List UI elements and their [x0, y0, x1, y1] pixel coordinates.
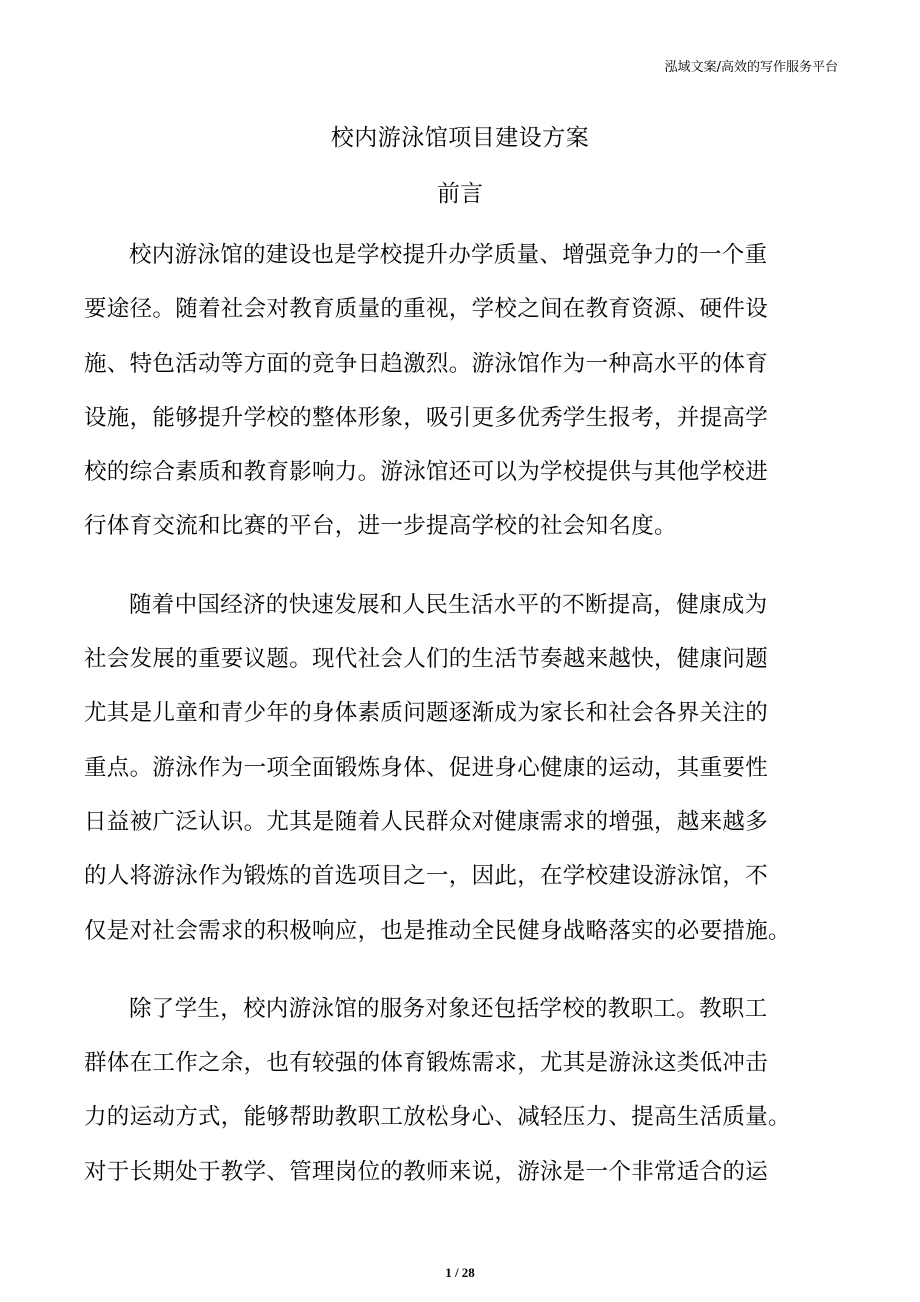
paragraph-line: 随着中国经济的快速发展和人民生活水平的不断提高，健康成为: [129, 591, 768, 618]
page-number: 1 / 28: [445, 1265, 475, 1280]
paragraph-line: 力的运动方式，能够帮助教职工放松身心、减轻压力、提高生活质量。: [84, 1104, 791, 1131]
section-title-preface: 前言: [437, 181, 483, 207]
paragraph-line: 校的综合素质和教育影响力。游泳馆还可以为学校提供与其他学校进: [84, 459, 769, 486]
paragraph-line: 社会发展的重要议题。现代社会人们的生活节奏越来越快，健康问题: [84, 646, 769, 673]
paragraph-line: 除了学生，校内游泳馆的服务对象还包括学校的教职工。教职工: [129, 995, 768, 1022]
document-title: 校内游泳馆项目建设方案: [330, 125, 590, 151]
paragraph-line: 尤其是儿童和青少年的身体素质问题逐渐成为家长和社会各界关注的: [84, 700, 769, 727]
paragraph-line: 对于长期处于教学、管理岗位的教师来说，游泳是一个非常适合的运: [84, 1158, 769, 1185]
paragraph-2: [84, 578, 844, 958]
paragraph-line: 设施，能够提升学校的整体形象，吸引更多优秀学生报考，并提高学: [84, 404, 769, 431]
paragraph-line: 仅是对社会需求的积极响应，也是推动全民健身战略落实的必要措施。: [84, 917, 791, 944]
paragraph-line: 群体在工作之余，也有较强的体育锻炼需求，尤其是游泳这类低冲击: [84, 1050, 769, 1077]
document-body: [84, 228, 844, 1223]
paragraph-line: 重点。游泳作为一项全面锻炼身体、促进身心健康的运动，其重要性: [84, 754, 769, 781]
paragraph-line: 日益被广泛认识。尤其是随着人民群众对健康需求的增强，越来越多: [84, 808, 769, 835]
paragraph-line: 的人将游泳作为锻炼的首选项目之一，因此，在学校建设游泳馆，不: [84, 863, 769, 890]
paragraph-line: 行体育交流和比赛的平台，进一步提高学校的社会知名度。: [84, 513, 677, 540]
paragraph-3: [84, 982, 844, 1199]
paragraph-line: 施、特色活动等方面的竞争日趋激烈。游泳馆作为一种高水平的体育: [84, 350, 769, 377]
paragraph-1: [84, 228, 844, 554]
header-brand-text: 泓域文案/高效的写作服务平台: [664, 60, 838, 75]
paragraph-line: 校内游泳馆的建设也是学校提升办学质量、增强竞争力的一个重: [129, 242, 768, 268]
paragraph-line: 要途径。随着社会对教育质量的重视，学校之间在教育资源、硬件设: [84, 296, 769, 323]
